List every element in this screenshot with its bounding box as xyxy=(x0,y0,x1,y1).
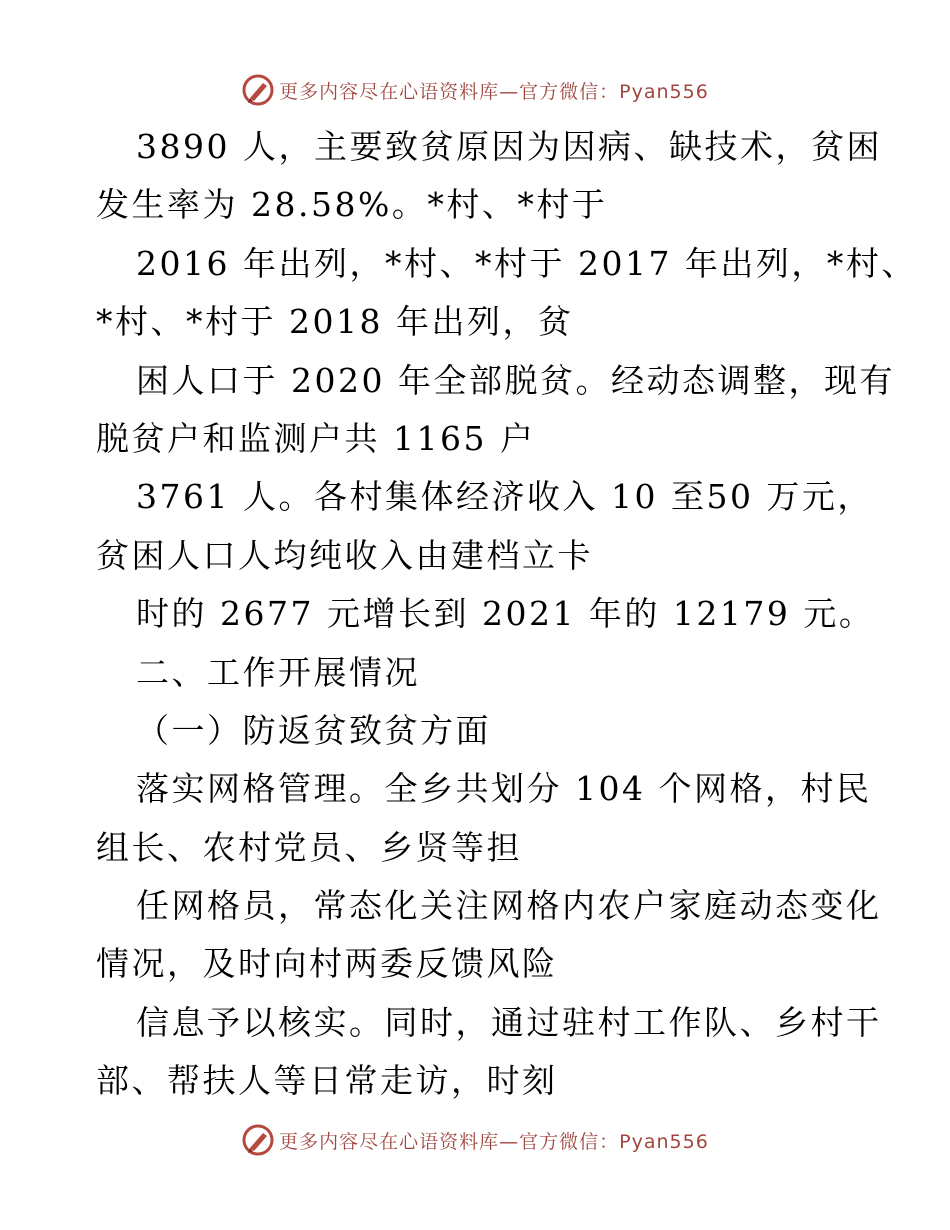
body-line: 部、帮扶人等日常走访，时刻 xyxy=(96,1061,558,1101)
body-line: 发生率为 28.58%。*村、*村于 xyxy=(96,185,608,225)
footer-banner xyxy=(0,1120,950,1160)
body-line: 信息予以核实。同时，通过驻村工作队、乡村干 xyxy=(136,1002,882,1042)
banner-main: 更多内容尽在心语资料库 xyxy=(279,1130,500,1153)
banner-contact: 官方微信：Pyan556 xyxy=(519,80,709,103)
subsection-heading: （一）防返贫致贫方面 xyxy=(136,710,491,750)
body-line: 3890 人，主要致贫原因为因病、缺技术，贫困 xyxy=(136,127,882,166)
banner-text xyxy=(279,77,709,104)
body-line: 3761 人。各村集体经济收入 10 至50 万元， xyxy=(136,477,873,517)
body-line: 贫困人口人均纯收入由建档立卡 xyxy=(96,535,593,575)
body-line: 落实网格管理。全乡共划分 104 个网格，村民 xyxy=(136,769,872,809)
body-line: 组长、农村党员、乡贤等担 xyxy=(96,827,522,867)
body-line: 2016 年出列，*村、*村于 2017 年出列，*村、 xyxy=(136,243,917,283)
body-line: 困人口于 2020 年全部脱贫。经动态调整，现有 xyxy=(136,360,895,400)
banner-separator: — xyxy=(499,1130,520,1153)
body-line: 情况，及时向村两委反馈风险 xyxy=(96,944,558,984)
banner-separator: — xyxy=(499,80,520,103)
banner-contact: 官方微信：Pyan556 xyxy=(519,1130,709,1153)
body-line: *村、*村于 2018 年出列，贫 xyxy=(96,302,574,342)
body-line: 时的 2677 元增长到 2021 年的 12179 元。 xyxy=(136,594,875,634)
banner-main: 更多内容尽在心语资料库 xyxy=(279,80,500,103)
banner-text xyxy=(279,1127,709,1154)
section-heading: 二、工作开展情况 xyxy=(136,652,420,692)
pen-logo-icon xyxy=(241,73,275,107)
pen-logo-icon xyxy=(241,1123,275,1157)
body-line: 任网格员，常态化关注网格内农户家庭动态变化 xyxy=(136,886,882,926)
header-banner xyxy=(0,70,950,110)
body-line: 脱贫户和监测户共 1165 户 xyxy=(96,418,536,458)
document-body xyxy=(96,118,917,1111)
